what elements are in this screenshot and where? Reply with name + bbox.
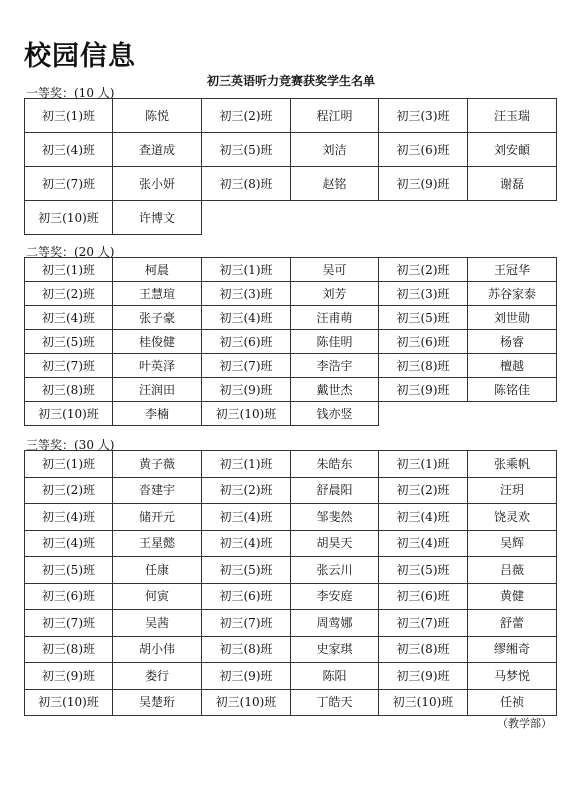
- table-row: [25, 663, 557, 690]
- student-name-cell: 邹斐然: [291, 504, 379, 531]
- class-cell: 初三(1)班: [25, 99, 113, 133]
- class-cell: 初三(1)班: [25, 451, 113, 478]
- student-name-cell: 舒晨阳: [291, 477, 379, 504]
- page-title: 校园信息: [24, 41, 136, 72]
- third-prize-table: [24, 450, 557, 716]
- table-row: [25, 378, 557, 402]
- class-cell: 初三(5)班: [202, 133, 291, 167]
- student-name-cell: 饶灵欢: [468, 504, 557, 531]
- class-cell: 初三(7)班: [202, 354, 291, 378]
- student-name-cell: 刘世勋: [468, 306, 557, 330]
- footer-department: （教学部）: [497, 717, 552, 730]
- class-cell: 初三(7)班: [25, 354, 113, 378]
- student-name-cell: 苏谷家泰: [468, 282, 557, 306]
- student-name-cell: 胡小伟: [113, 636, 202, 663]
- table-row: [25, 477, 557, 504]
- class-cell: 初三(7)班: [379, 610, 468, 637]
- student-name-cell: 张云川: [291, 557, 379, 584]
- class-cell: 初三(2)班: [25, 282, 113, 306]
- class-cell: 初三(6)班: [25, 583, 113, 610]
- student-name-cell: 周莺娜: [291, 610, 379, 637]
- student-name-cell: 汪玉瑞: [468, 99, 557, 133]
- class-cell: 初三(8)班: [379, 354, 468, 378]
- class-cell: 初三(4)班: [379, 530, 468, 557]
- student-name-cell: 汪玥: [468, 477, 557, 504]
- class-cell: 初三(10)班: [202, 402, 291, 426]
- table-row: [25, 201, 557, 235]
- student-name-cell: 戴世杰: [291, 378, 379, 402]
- first-prize-table: [24, 98, 557, 235]
- student-name-cell: 杨睿: [468, 330, 557, 354]
- student-name-cell: 舒蕾: [468, 610, 557, 637]
- class-cell: 初三(6)班: [379, 133, 468, 167]
- student-name-cell: 任祯: [468, 689, 557, 716]
- table-row: [25, 167, 557, 201]
- student-name-cell: 张乘帆: [468, 451, 557, 478]
- student-name-cell: 程江明: [291, 99, 379, 133]
- student-name-cell: 黄子薇: [113, 451, 202, 478]
- student-name-cell: 吕薇: [468, 557, 557, 584]
- table-row: [25, 504, 557, 531]
- second-prize-table: [24, 257, 557, 426]
- table-row: [25, 354, 557, 378]
- student-name-cell: 吴茜: [113, 610, 202, 637]
- class-cell: 初三(4)班: [202, 504, 291, 531]
- class-cell: 初三(5)班: [25, 330, 113, 354]
- list-heading: 初三英语听力竞赛获奖学生名单: [206, 74, 375, 88]
- class-cell: 初三(5)班: [25, 557, 113, 584]
- class-cell: 初三(2)班: [202, 477, 291, 504]
- student-name-cell: 刘洁: [291, 133, 379, 167]
- student-name-cell: 储开元: [113, 504, 202, 531]
- student-name-cell: 刘芳: [291, 282, 379, 306]
- table-row: [25, 258, 557, 282]
- student-name-cell: 马梦悦: [468, 663, 557, 690]
- student-name-cell: 黄健: [468, 583, 557, 610]
- student-name-cell: 叶英泽: [113, 354, 202, 378]
- table-row: [25, 330, 557, 354]
- third-prize-label: 三等奖：(30 人): [26, 438, 115, 452]
- class-cell: 初三(3)班: [379, 99, 468, 133]
- class-cell: 初三(10)班: [25, 402, 113, 426]
- class-cell: 初三(4)班: [25, 306, 113, 330]
- student-name-cell: 吴可: [291, 258, 379, 282]
- class-cell: 初三(2)班: [379, 477, 468, 504]
- student-name-cell: 钱亦竖: [291, 402, 379, 426]
- class-cell: 初三(1)班: [202, 258, 291, 282]
- student-name-cell: 沓建宇: [113, 477, 202, 504]
- student-name-cell: 查道成: [113, 133, 202, 167]
- student-name-cell: 檀越: [468, 354, 557, 378]
- class-cell: 初三(6)班: [379, 330, 468, 354]
- class-cell: 初三(9)班: [379, 167, 468, 201]
- empty-cell: [379, 402, 557, 426]
- table-row: [25, 133, 557, 167]
- class-cell: 初三(6)班: [202, 330, 291, 354]
- class-cell: 初三(5)班: [379, 557, 468, 584]
- student-name-cell: 柯晨: [113, 258, 202, 282]
- class-cell: 初三(7)班: [25, 167, 113, 201]
- table-row: [25, 99, 557, 133]
- class-cell: 初三(2)班: [202, 99, 291, 133]
- table-row: [25, 689, 557, 716]
- student-name-cell: 吴辉: [468, 530, 557, 557]
- student-name-cell: 张子豪: [113, 306, 202, 330]
- second-prize-label: 二等奖：(20 人): [26, 245, 115, 259]
- student-name-cell: 娄行: [113, 663, 202, 690]
- table-row: [25, 402, 557, 426]
- class-cell: 初三(2)班: [379, 258, 468, 282]
- class-cell: 初三(5)班: [202, 557, 291, 584]
- class-cell: 初三(10)班: [379, 689, 468, 716]
- student-name-cell: 许博文: [113, 201, 202, 235]
- class-cell: 初三(6)班: [202, 583, 291, 610]
- class-cell: 初三(9)班: [379, 663, 468, 690]
- class-cell: 初三(8)班: [379, 636, 468, 663]
- class-cell: 初三(4)班: [379, 504, 468, 531]
- student-name-cell: 桂俊健: [113, 330, 202, 354]
- class-cell: 初三(4)班: [202, 306, 291, 330]
- class-cell: 初三(7)班: [25, 610, 113, 637]
- first-prize-label: 一等奖：(10 人): [26, 86, 115, 100]
- class-cell: 初三(4)班: [25, 133, 113, 167]
- class-cell: 初三(3)班: [202, 282, 291, 306]
- class-cell: 初三(1)班: [25, 258, 113, 282]
- student-name-cell: 张小妍: [113, 167, 202, 201]
- empty-cell: [202, 201, 557, 235]
- student-name-cell: 史家琪: [291, 636, 379, 663]
- student-name-cell: 赵铭: [291, 167, 379, 201]
- class-cell: 初三(8)班: [202, 167, 291, 201]
- class-cell: 初三(9)班: [202, 663, 291, 690]
- student-name-cell: 汪甫萌: [291, 306, 379, 330]
- class-cell: 初三(1)班: [379, 451, 468, 478]
- student-name-cell: 汪润田: [113, 378, 202, 402]
- student-name-cell: 谢磊: [468, 167, 557, 201]
- class-cell: 初三(8)班: [25, 378, 113, 402]
- student-name-cell: 陈阳: [291, 663, 379, 690]
- class-cell: 初三(9)班: [202, 378, 291, 402]
- class-cell: 初三(8)班: [202, 636, 291, 663]
- student-name-cell: 李浩宇: [291, 354, 379, 378]
- table-row: [25, 282, 557, 306]
- student-name-cell: 何寅: [113, 583, 202, 610]
- class-cell: 初三(7)班: [202, 610, 291, 637]
- class-cell: 初三(8)班: [25, 636, 113, 663]
- class-cell: 初三(1)班: [202, 451, 291, 478]
- student-name-cell: 陈悦: [113, 99, 202, 133]
- student-name-cell: 王星懿: [113, 530, 202, 557]
- class-cell: 初三(5)班: [379, 306, 468, 330]
- class-cell: 初三(10)班: [202, 689, 291, 716]
- class-cell: 初三(9)班: [25, 663, 113, 690]
- table-row: [25, 557, 557, 584]
- student-name-cell: 陈铭佳: [468, 378, 557, 402]
- class-cell: 初三(4)班: [202, 530, 291, 557]
- table-row: [25, 530, 557, 557]
- class-cell: 初三(6)班: [379, 583, 468, 610]
- class-cell: 初三(9)班: [379, 378, 468, 402]
- table-row: [25, 636, 557, 663]
- student-name-cell: 吴楚珩: [113, 689, 202, 716]
- student-name-cell: 刘安頔: [468, 133, 557, 167]
- student-name-cell: 王冠华: [468, 258, 557, 282]
- class-cell: 初三(4)班: [25, 504, 113, 531]
- student-name-cell: 李安庭: [291, 583, 379, 610]
- student-name-cell: 李楠: [113, 402, 202, 426]
- class-cell: 初三(2)班: [25, 477, 113, 504]
- class-cell: 初三(3)班: [379, 282, 468, 306]
- class-cell: 初三(4)班: [25, 530, 113, 557]
- table-row: [25, 610, 557, 637]
- student-name-cell: 王慧瑄: [113, 282, 202, 306]
- student-name-cell: 任康: [113, 557, 202, 584]
- student-name-cell: 朱皓东: [291, 451, 379, 478]
- student-name-cell: 丁皓天: [291, 689, 379, 716]
- class-cell: 初三(10)班: [25, 201, 113, 235]
- student-name-cell: 陈佳明: [291, 330, 379, 354]
- student-name-cell: 胡昊天: [291, 530, 379, 557]
- table-row: [25, 451, 557, 478]
- table-row: [25, 583, 557, 610]
- table-row: [25, 306, 557, 330]
- student-name-cell: 缪缃奇: [468, 636, 557, 663]
- class-cell: 初三(10)班: [25, 689, 113, 716]
